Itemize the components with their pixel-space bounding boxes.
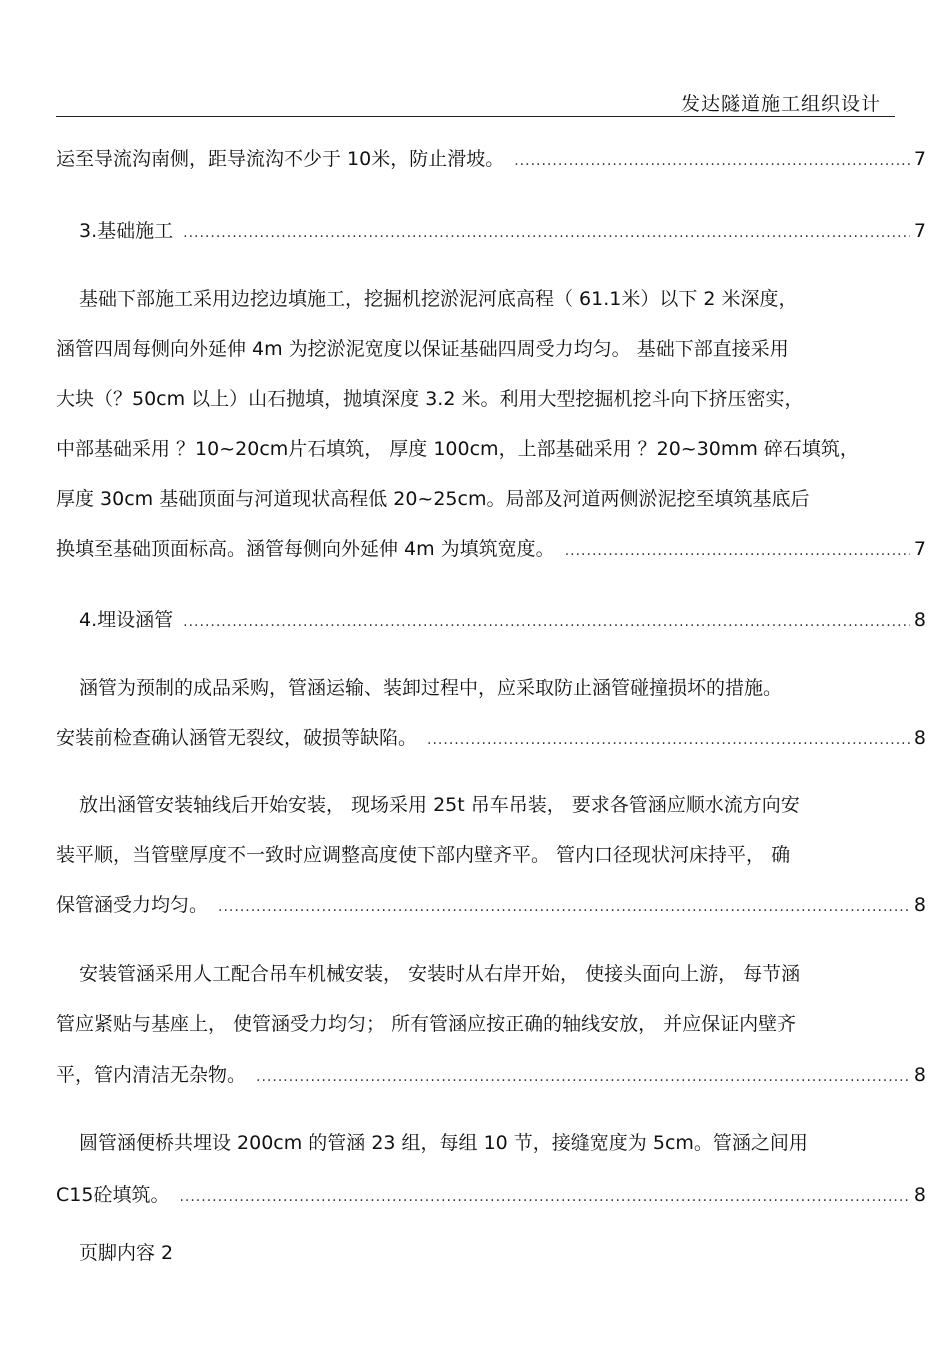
toc-entry[interactable] <box>56 1060 926 1090</box>
paragraph-line: 管应紧贴与基座上， 使管涵受力均匀； 所有管涵应按正确的轴线安放， 并应保证内壁齐 <box>56 1013 797 1035</box>
dot-leader <box>514 146 910 176</box>
toc-page-number: 7 <box>913 538 926 560</box>
paragraph-line: 大块（？50cm 以上）山石抛填，抛填深度 3.2 米。利用大型挖掘机挖斗向下挤压密实， <box>56 388 804 410</box>
toc-entry-text: 3.基础施工 <box>79 220 174 242</box>
toc-entry-foundation[interactable] <box>79 216 926 246</box>
toc-page-number: 8 <box>913 1184 926 1206</box>
paragraph-line: 放出涵管安装轴线后开始安装， 现场采用 25t 吊车吊装， 要求各管涵应顺水流方向安 <box>79 794 800 816</box>
dot-leader <box>218 892 910 922</box>
paragraph-line: 基础下部施工采用边挖边填施工，挖掘机挖淤泥河底高程（ 61.1米）以下 2 米深度， <box>79 288 798 310</box>
toc-entry-pipe[interactable] <box>79 605 926 635</box>
toc-entry-text: 换填至基础顶面标高。涵管每侧向外延伸 4m 为填筑宽度。 <box>56 538 555 560</box>
toc-page-number: 8 <box>913 609 926 631</box>
toc-entry-text: 运至导流沟南侧，距导流沟不少于 10米，防止滑坡。 <box>56 148 505 170</box>
paragraph-line: 装平顺，当管壁厚度不一致时应调整高度使下部内壁齐平。 管内口径现状河床持平， 确 <box>56 844 791 866</box>
toc-entry[interactable] <box>56 1180 926 1210</box>
paragraph-line: 中部基础采用 ？10~20cm片石填筑， 厚度 100cm，上部基础采用 ？20~30mm 碎石填筑， <box>56 438 859 460</box>
toc-entry[interactable] <box>56 534 926 564</box>
toc-entry-text: 4.埋设涵管 <box>79 609 174 631</box>
toc-entry[interactable] <box>56 144 926 174</box>
dot-leader <box>179 1182 909 1212</box>
dot-leader <box>427 725 910 755</box>
dot-leader <box>565 536 910 566</box>
dot-leader <box>183 607 910 637</box>
page-header <box>56 86 895 117</box>
toc-entry[interactable] <box>56 890 926 920</box>
toc-entry-text: C15砼填筑。 <box>56 1184 170 1206</box>
toc-entry-text: 安装前检查确认涵管无裂纹，破损等缺陷。 <box>56 727 418 749</box>
header-title: 发达隧道施工组织设计 <box>680 93 881 115</box>
paragraph-line: 涵管四周每侧向外延伸 4m 为挖淤泥宽度以保证基础四周受力均匀。 基础下部直接采用 <box>56 338 789 360</box>
toc-entry-text: 保管涵受力均匀。 <box>56 894 209 916</box>
toc-entry[interactable] <box>56 723 926 753</box>
toc-page-number: 8 <box>913 894 926 916</box>
toc-page-number: 7 <box>913 148 926 170</box>
page-footer: 页脚内容 2 <box>79 1242 174 1264</box>
paragraph-line: 涵管为预制的成品采购，管涵运输、装卸过程中，应采取防止涵管碰撞损坏的措施。 <box>79 677 783 699</box>
toc-page-number: 7 <box>913 220 926 242</box>
toc-page-number: 8 <box>913 727 926 749</box>
toc-entry-text: 平，管内清洁无杂物。 <box>56 1064 247 1086</box>
toc-page-number: 8 <box>913 1064 926 1086</box>
paragraph-line: 圆管涵便桥共埋设 200cm 的管涵 23 组，每组 10 节，接缝宽度为 5cm。管涵之间用 <box>79 1132 808 1154</box>
paragraph-line: 安装管涵采用人工配合吊车机械安装， 安装时从右岸开始， 使接头面向上游， 每节涵 <box>79 963 801 985</box>
dot-leader <box>256 1062 910 1092</box>
paragraph-line: 厚度 30cm 基础顶面与河道现状高程低 20~25cm。局部及河道两侧淤泥挖至填筑基底后 <box>56 488 810 510</box>
dot-leader <box>183 218 910 248</box>
